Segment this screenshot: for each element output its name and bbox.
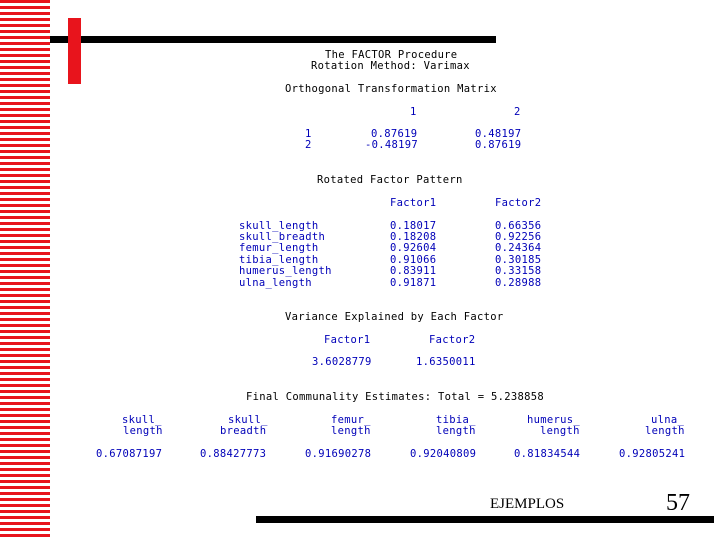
pattern-row-label: ulna_length (239, 277, 312, 289)
communality-header: skull_ (228, 414, 268, 426)
communality-header: humerus_ (527, 414, 580, 426)
transform-col-1: 1 (410, 106, 417, 118)
transform-row-label: 1 (305, 128, 312, 140)
communality-header: ulna_ (651, 414, 685, 426)
communality-header: skull_ (122, 414, 162, 426)
pattern-row-label: femur_length (239, 242, 319, 254)
pattern-cell: 0.18208 (390, 231, 437, 243)
pattern-cell: 0.66356 (495, 220, 542, 232)
communality-value: 0.92805241 (619, 448, 686, 460)
rotation-method: Rotation Method: Varimax (311, 60, 470, 72)
pattern-title: Rotated Factor Pattern (317, 174, 463, 186)
communality-value: 0.81834544 (514, 448, 581, 460)
transform-cell: 0.48197 (475, 128, 522, 140)
transform-cell: -0.48197 (365, 139, 418, 151)
pattern-cell: 0.83911 (390, 265, 437, 277)
communality-header: tibia_ (436, 414, 476, 426)
pattern-cell: 0.33158 (495, 265, 542, 277)
pattern-row-label: skull_length (239, 220, 319, 232)
pattern-cell: 0.91871 (390, 277, 437, 289)
variance-value: 1.6350011 (416, 356, 476, 368)
communality-header: length (645, 425, 685, 437)
pattern-cell: 0.92256 (495, 231, 542, 243)
transform-title: Orthogonal Transformation Matrix (285, 83, 497, 95)
pattern-cell: 0.92604 (390, 242, 437, 254)
communality-header: length (436, 425, 476, 437)
pattern-col-factor1: Factor1 (390, 197, 437, 209)
procedure-title: The FACTOR Procedure (325, 49, 458, 61)
pattern-cell: 0.24364 (495, 242, 542, 254)
communality-header: breadth (220, 425, 267, 437)
footer-label: EJEMPLOS (490, 496, 565, 512)
communality-value: 0.92040809 (410, 448, 477, 460)
pattern-col-factor2: Factor2 (495, 197, 542, 209)
transform-cell: 0.87619 (371, 128, 418, 140)
top-divider-bar (50, 36, 496, 43)
communality-value: 0.91690278 (305, 448, 372, 460)
left-stripe-border (0, 0, 50, 540)
variance-value: 3.6028779 (312, 356, 372, 368)
pattern-row-label: humerus_length (239, 265, 332, 277)
communality-header: length (123, 425, 163, 437)
pattern-row-label: tibia_length (239, 254, 319, 266)
communality-header: length (331, 425, 371, 437)
pattern-cell: 0.91066 (390, 254, 437, 266)
communality-value: 0.88427773 (200, 448, 267, 460)
page-number: 57 (666, 490, 690, 516)
pattern-row-label: skull_breadth (239, 231, 326, 243)
pattern-cell: 0.18017 (390, 220, 437, 232)
bottom-divider-bar (256, 516, 714, 523)
variance-title: Variance Explained by Each Factor (285, 311, 504, 323)
communality-header: femur_ (331, 414, 371, 426)
pattern-cell: 0.28988 (495, 277, 542, 289)
communality-title: Final Communality Estimates: Total = 5.238858 (246, 391, 544, 403)
pattern-cell: 0.30185 (495, 254, 542, 266)
transform-cell: 0.87619 (475, 139, 522, 151)
communality-value: 0.67087197 (96, 448, 163, 460)
variance-col-factor2: Factor2 (429, 334, 476, 346)
transform-row-label: 2 (305, 139, 312, 151)
variance-col-factor1: Factor1 (324, 334, 371, 346)
communality-header: length (540, 425, 580, 437)
transform-col-2: 2 (514, 106, 521, 118)
red-accent-block (68, 18, 81, 84)
